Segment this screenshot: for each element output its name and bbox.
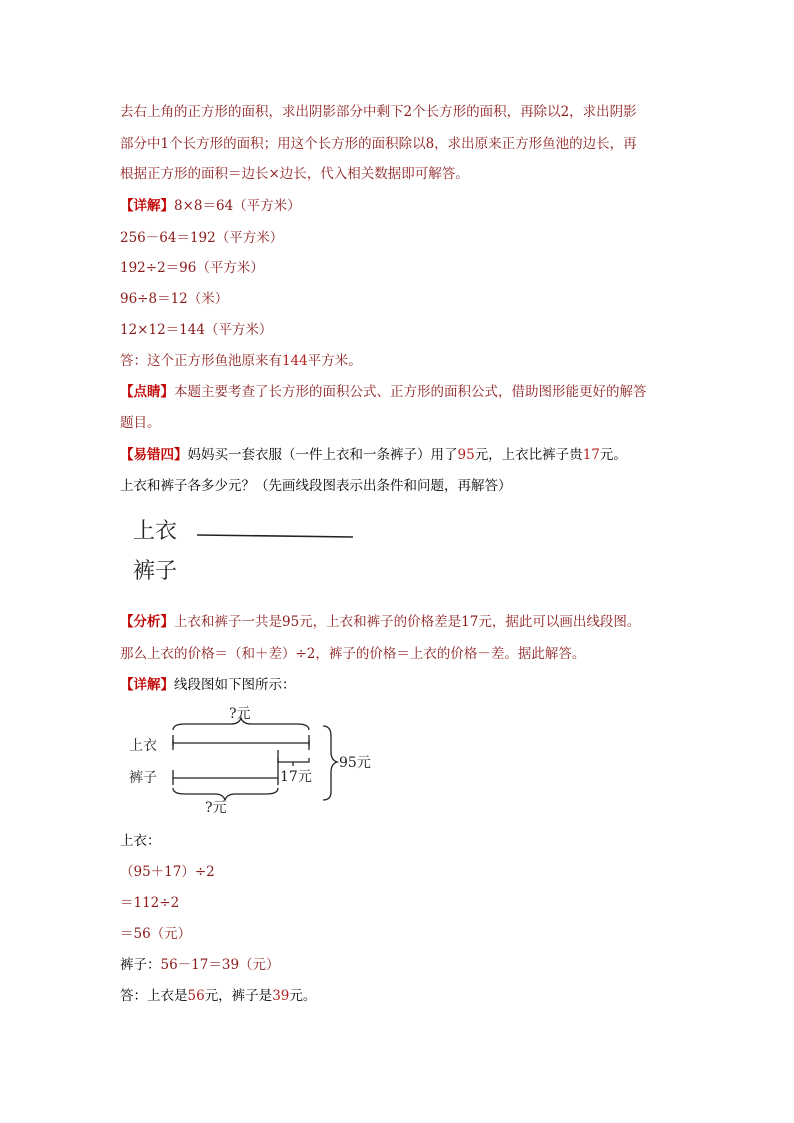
total-label: 95元: [339, 755, 371, 771]
problem-text: 元。: [599, 447, 627, 463]
answer-text: 平方米。: [307, 353, 362, 369]
calc-step: 56－17＝39（元）: [160, 957, 280, 973]
text-line: 部分中1个长方形的面积；用这个长方形的面积除以8，求出原来正方形鱼池的边长，再: [120, 136, 637, 152]
detail-line: [120, 196, 301, 216]
calc-step: ＝112÷2: [120, 895, 180, 911]
text-line: 去右上角的正方形的面积，求出阴影部分中剩下2个长方形的面积，再除以2，求出阴影: [120, 104, 637, 120]
analysis-text: 上衣和裤子一共是95元，上衣和裤子的价格差是17元，据此可以画出线段图。: [174, 614, 641, 630]
answer-number: 56: [187, 988, 205, 1004]
detail-tag: 【详解】: [120, 677, 174, 693]
calc-step: 8×8＝64（平方米）: [174, 198, 301, 214]
shirt-question-label: ?元: [229, 706, 251, 722]
calc-step: 96÷8＝12（米）: [120, 291, 229, 307]
calc-step: 12×12＝144（平方米）: [120, 322, 273, 338]
sketch-shirt-label: 上衣: [133, 519, 178, 544]
answer-number: 144: [282, 353, 308, 369]
shirt-segment: [173, 740, 309, 746]
sketch-pants-label: 裤子: [133, 559, 178, 584]
calc-label: 裤子：: [120, 957, 161, 973]
shirt-label: 上衣: [129, 738, 157, 754]
comment-text: 本题主要考查了长方形的面积公式、正方形的面积公式，借助图形能更好的解答: [174, 384, 647, 400]
diff-label: 17元: [280, 769, 312, 785]
answer-text: 答：上衣是: [120, 988, 188, 1004]
problem-number: 17: [582, 447, 600, 463]
calc-step: ＝56（元）: [120, 926, 192, 942]
diff-bracket: [278, 758, 309, 762]
pants-label: 裤子: [129, 770, 157, 786]
analysis-text: 那么上衣的价格＝（和＋差）÷2，裤子的价格＝上衣的价格－差。据此解答。: [120, 646, 586, 662]
answer-number: 39: [272, 988, 290, 1004]
problem-number: 95: [457, 447, 475, 463]
bottom-brace: [173, 788, 278, 800]
text-line: 根据正方形的面积＝边长×边长，代入相关数据即可解答。: [120, 166, 469, 182]
detail-line: [120, 675, 296, 695]
sketch-shirt-line: [197, 535, 353, 537]
problem-line: [120, 445, 627, 465]
sketch-figure: [125, 510, 365, 590]
problem-tag: 【易错四】: [120, 447, 188, 463]
calc-step: 256－64＝192（平方米）: [120, 230, 284, 246]
calc-step: 上衣：: [120, 833, 161, 849]
problem-text: 妈妈买一套衣服（一件上衣和一条裤子）用了: [187, 447, 458, 463]
total-brace: [323, 726, 337, 800]
calc-line: [120, 955, 280, 975]
answer-text: 元，裤子是: [204, 988, 273, 1004]
answer-text: 答：这个正方形鱼池原来有: [120, 353, 282, 369]
calc-step: 192÷2＝96（平方米）: [120, 260, 264, 276]
answer-text: 元。: [289, 988, 317, 1004]
comment-text: 题目。: [120, 415, 161, 431]
pants-question-label: ?元: [205, 800, 227, 816]
detail-text: 线段图如下图所示：: [174, 677, 296, 693]
segment-diagram: [125, 700, 385, 820]
problem-text: 上衣和裤子各多少元？（先画线段图表示出条件和问题，再解答）: [120, 478, 512, 494]
answer-line: [120, 351, 362, 371]
calc-step: （95＋17）÷2: [120, 864, 215, 880]
detail-tag: 【详解】: [120, 198, 174, 214]
comment-line: [120, 382, 647, 402]
comment-tag: 【点睛】: [120, 384, 174, 400]
answer-line: [120, 986, 316, 1006]
analysis-tag: 【分析】: [120, 614, 174, 630]
analysis-line: [120, 612, 640, 632]
problem-text: 元，上衣比裤子贵: [474, 447, 583, 463]
